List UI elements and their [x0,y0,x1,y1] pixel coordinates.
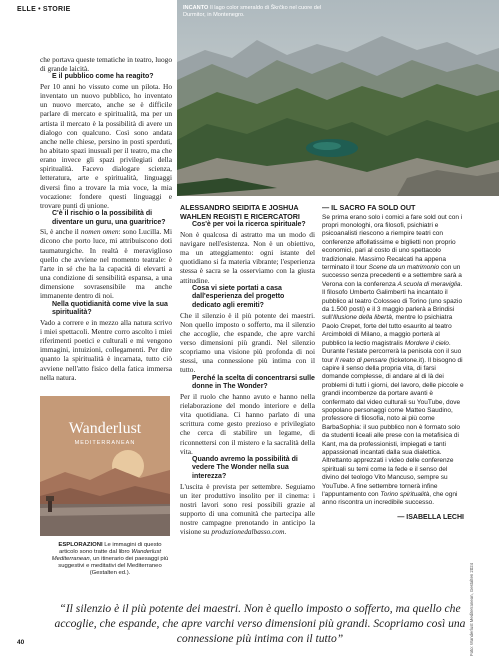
sidebar-title-ref: Mordere il cielo [404,339,449,347]
book-caption [50,542,170,577]
book-caption-title: Wanderlust Mediterranean [51,549,162,563]
interview-answer [40,227,172,300]
interview-question: E il pubblico come ha reagito? [52,73,154,81]
interview-question: Cos'è per voi la ricerca spirituale? [192,221,306,229]
interview-question: Quando avremo la possibilità di vedere The Wonder nella sua interezza? [192,455,298,481]
interview-answer: Non è qualcosa di astratto ma un modo di navigare nell'esistenza. Non è un obiettivo, ma un atteggiamento: ogni istante del quotidiano si fa materia vibrante; l'esperienza stessa è sacra se la osserviamo con la giusta attitudine. [180,229,315,285]
book-caption-strong: ESPLORAZIONI [58,542,103,548]
website-link[interactable]: produzionedalbasso.com [211,527,285,537]
photo-caption-strong: INCANTO [183,5,209,11]
answer-rest: : sono Lucilla. Mi dicono che porto luce, mi attribuiscono doti taumaturgiche. In realtà è meraviglioso quello che avviene nel momento teatrale: è l'arte in sé che ha la capacità di elevarti a una condizione di sensibilità espansa, a una dimensione sovrasensibile ma anche immanente dentro di noi. [40,227,172,301]
landscape-photo [177,0,499,196]
book-subtitle: MEDITERRANEAN [74,440,136,446]
interview-answer: Per il ruolo che hanno avuto e hanno nella rielaborazione del mondo interiore e della vita quotidiana. Ci hanno parlato di una scrittura come gesto prezioso e privilegiato che cerca di stabilire un legame, di riconnettersi con il mistero e la sacralità della vita. [180,391,315,456]
sidebar-text: Se prima erano solo i comici a fare sold out con i propri monologhi, ora filosofi, psichiatri e psicoanalisti riescono a riempire teatri con conferenze affollatissime e biglietti non proprio economici, pari al costo di uno spettacolo tradizionale. Massimo Recalcati ha appena terminato il tour [322,213,463,272]
sidebar-text: . Il filosofo Umberto Galimberti ha incantato il pubblico al teatro Colosseo di Torino (uno spazio da 1.500 posti) e il 3 maggio parlerà a Brindisi sull' [322,280,463,322]
paragraph: che portava queste tematiche in teatro, luogo di grande laicità. [40,55,172,74]
mountain-lake-illustration [177,0,499,196]
interview-column-1 [40,55,172,382]
book-caption-lead: Le immagini di questo articolo sono tratte dal libro [58,542,162,556]
sidebar-text: , che ogni anno riscontra un incredibile successo. [322,491,458,507]
section-header [17,6,71,13]
answer-lead: L'uscita è prevista per settembre. Seguiamo un iter produttivo insolito per il cinema: i nostri lavori sono resi possibili grazie al supporto di una comunità che partecipa alle nostre campagne prenotando in anticipo la visione su [180,481,315,537]
interview-question: Nella quotidianità come vive la sua spiritualità? [52,300,168,317]
header-bullet: • [38,6,41,13]
sidebar-column [322,204,464,522]
authors-heading: ALESSANDRO SEIDITA E JOSHUA WAHLEN REGISTI E RICERCATORI [180,203,300,221]
photo-caption [183,5,331,19]
answer-emphasis: nomen omen [80,227,119,237]
sidebar-kicker: — IL SACRO FA SOLD OUT [322,203,416,212]
interview-answer: Per 10 anni ho vissuto come un pilota. Ho inventato un nuovo pubblico, ho inventato un nuovo mercato, anche se è difficile parlare di mercato e spiritualità, ma per un artista il mercato è la possibilità di avere un dialogo con qualcuno. Così sono andata anche nelle chiese, persino in posti sperduti, ho abitato spazi inusuali per il teatro, ma che erano invece gli spazi privilegiati della spiritualità. Facevo dialogare scienza, letteratura, arte e spiritualità, linguaggi diversi fino a trovare la mia voce, la mia vocazione: fondere questi linguaggi e trovare punti di unione. [40,81,172,210]
book-cover-image [40,396,170,536]
interview-column-2 [180,204,315,537]
interview-answer: Che il silenzio è il più potente dei maestri. Non quello imposto o sofferto, ma il silenzio che accoglie, che espande, che apre varchi verso dimensioni più grandi. Nel silenzio scopriamo una visione più profonda di noi stessi, una connessione più intima con il tutto. [180,310,315,375]
sidebar-text: (ticketone.it). Il bisogno di capire il senso della propria vita, di farsi domande complesse, di andare al di là dei problemi di tutti i giorni, del lavoro, delle piccole e grandi incombenze da portare avanti è confermato dal video culturali su YouTube, dove spopolano personaggi come Matteo Saudino, professore di filosofia, noto ai più come BarbaSophia: il suo pubblico non è formato solo da studenti liceali alle prese con la metafisica di Kant, ma da professionisti, impiegati e tanti appassionati incantati dalla sua dialettica. Altrettanto apprezzati i video delle conferenze spirituali su temi come la fede e il senso del divino del teologo Vito Mancuso, sempre su YouTube. A fine settembre tornerà infine l'appuntamento con [322,356,464,498]
sidebar-text: , mentre lo psichiatra Paolo Crepet, forte del tutto esaurito al teatro Arcimboldi di Milano, a maggio porterà al pubblico la lectio magistralis [322,314,453,347]
brand-logo: ELLE [17,6,37,13]
interview-question: Cosa vi siete portati a casa dall'esperienza del progetto dedicato agli eremiti? [192,284,285,309]
sidebar-title-ref: A scuola di meraviglia [397,280,461,288]
page-number: 40 [17,639,25,646]
sidebar-title-ref: Torino spiritualità [380,491,430,498]
photo-credit-text: Foto: Wanderlust Mediterranean, Gestalten 2024 [469,563,474,656]
pull-quote: “Il silenzio è il più potente dei maestri. Non è quello imposto o sofferto, ma quello che accoglie, che espande, che apre varchi verso dimensioni più grandi. Scopriamo così una connessione più intima con il tutto” [54,602,466,645]
sidebar-text: con un successo senza precedenti e a settembre sarà a Verona con la conferenza [322,264,462,288]
answer-lead: Sì, è anche il [40,227,81,237]
interview-question: Perché la scelta di concentrarsi sulle donne in The Wonder? [192,374,315,391]
sidebar-title-ref: Scene da un matrimonio [368,264,440,272]
sidebar-body [322,214,464,508]
photo-caption-text: Il lago color smeraldo di Škrčko nel cuore del Durmitor, in Montenegro. [183,5,322,18]
interview-question: C'è il rischio o la possibilità di diventare un guru, una guaritrice? [52,210,166,226]
interview-answer [180,482,315,537]
author-byline: — ISABELLA LECHI [397,513,464,521]
book-title: Wanderlust [68,420,142,437]
answer-end: . [284,527,287,537]
interview-answer: Vado a correre e in mezzo alla natura scrivo i miei spettacoli. Mentre corro ascolto i miei riferimenti poetici e culturali e mi vengono immagini, intuizioni, collegamenti. Per dire quanto la spiritualità è incarnata, tutto ciò avviene nell'atto fisico della fatica immersa nella natura. [40,317,172,382]
sidebar-text: . Durante l'estate percorrerà la penisola con il suo tour [322,339,462,364]
book-caption-rest: , un itinerario dei paesaggi più suggestivi e meditativi del Mediterraneo (Gestalten ed.). [58,556,169,577]
section-label: STORIE [42,6,71,13]
sidebar-title-ref: Il reato di pensare [335,356,388,364]
sidebar-title-ref: Illusione della libertà [333,314,392,322]
book-cover-landscape [40,396,170,536]
